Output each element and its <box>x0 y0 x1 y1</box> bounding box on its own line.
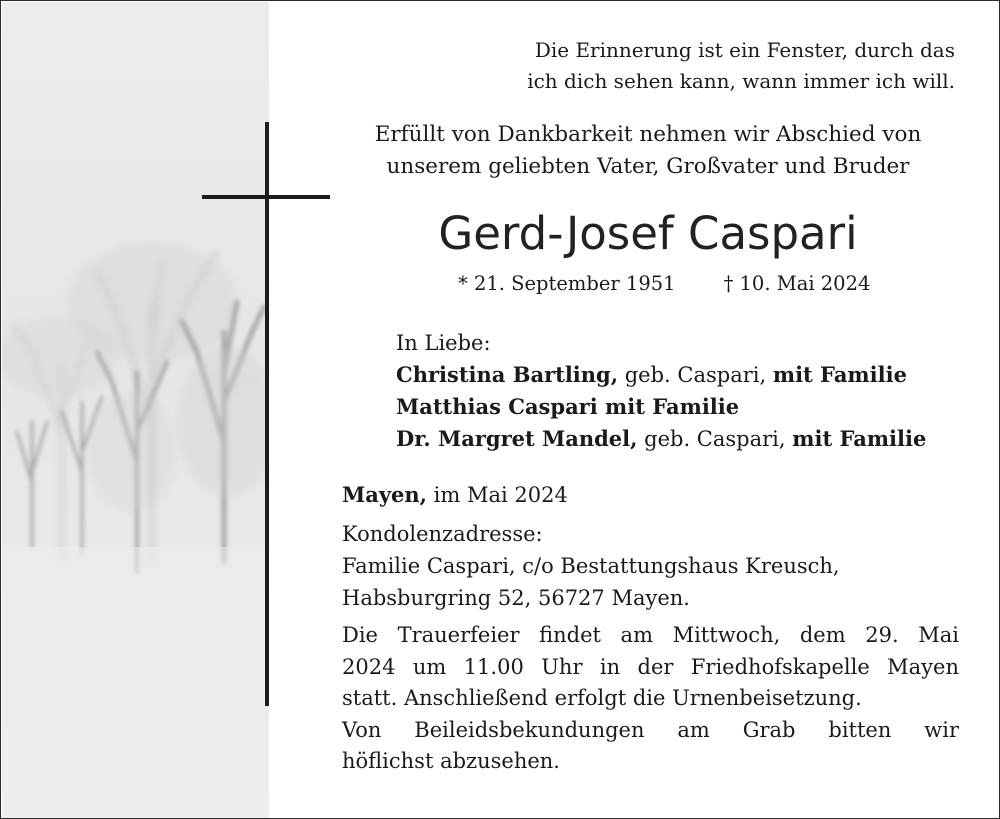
quote-line: ich dich sehen kann, wann immer ich will. <box>527 69 955 93</box>
deceased-name: Gerd-Josef Caspari <box>438 207 858 260</box>
life-dates <box>458 271 870 297</box>
ceremony-line: statt. Anschließend erfolgt die Urnenbeisetzung. <box>342 686 862 710</box>
mourner-name: Christina Bartling, <box>396 362 619 387</box>
place-date <box>342 479 568 511</box>
place-city: Mayen, <box>342 482 427 507</box>
farewell-intro <box>335 119 961 183</box>
mourner-name: Matthias Caspari mit Familie <box>396 394 740 419</box>
mourners-heading: In Liebe: <box>396 331 491 355</box>
condolence-line: Habsburgring 52, 56727 Mayen. <box>342 586 690 610</box>
ceremony-line: 2024 um 11.00 Uhr in der Friedhofskapelle Mayen <box>342 654 959 679</box>
quote-line: Die Erinnerung ist ein Fenster, durch das <box>534 38 955 62</box>
ceremony-line: Die Trauerfeier findet am Mittwoch, dem 29. Mai <box>342 623 959 647</box>
ceremony-info <box>342 620 959 778</box>
place-month: im Mai 2024 <box>427 483 568 507</box>
condolence-address <box>342 518 840 614</box>
cross-vertical-bar <box>265 122 269 706</box>
foggy-trees-image <box>2 2 269 818</box>
mourner-suffix: mit Familie <box>792 426 927 451</box>
intro-line: Erfüllt von Dankbarkeit nehmen wir Abschied von <box>374 122 922 147</box>
mourner-entry <box>396 423 926 455</box>
ceremony-line: höflichst abzusehen. <box>342 749 560 773</box>
mourners-list <box>396 327 926 455</box>
mourner-entry <box>396 359 926 391</box>
birth-date: * 21. September 1951 <box>458 272 676 295</box>
mourner-name: Dr. Margret Mandel, <box>396 426 638 451</box>
condolence-line: Familie Caspari, c/o Bestattungshaus Kreusch, <box>342 554 840 578</box>
mourner-suffix: mit Familie <box>772 362 907 387</box>
mourner-entry <box>396 391 926 423</box>
mourner-nee: geb. Caspari, <box>618 363 773 387</box>
ceremony-line: Von Beileidsbekundungen am Grab bitten wir <box>342 717 959 742</box>
mourner-nee: geb. Caspari, <box>637 427 793 451</box>
memorial-quote <box>527 35 955 97</box>
condolence-heading: Kondolenzadresse: <box>342 522 543 546</box>
death-date: † 10. Mai 2024 <box>723 272 871 295</box>
cross-horizontal-bar <box>202 195 330 199</box>
intro-line: unserem geliebten Vater, Großvater und Bruder <box>386 154 910 179</box>
